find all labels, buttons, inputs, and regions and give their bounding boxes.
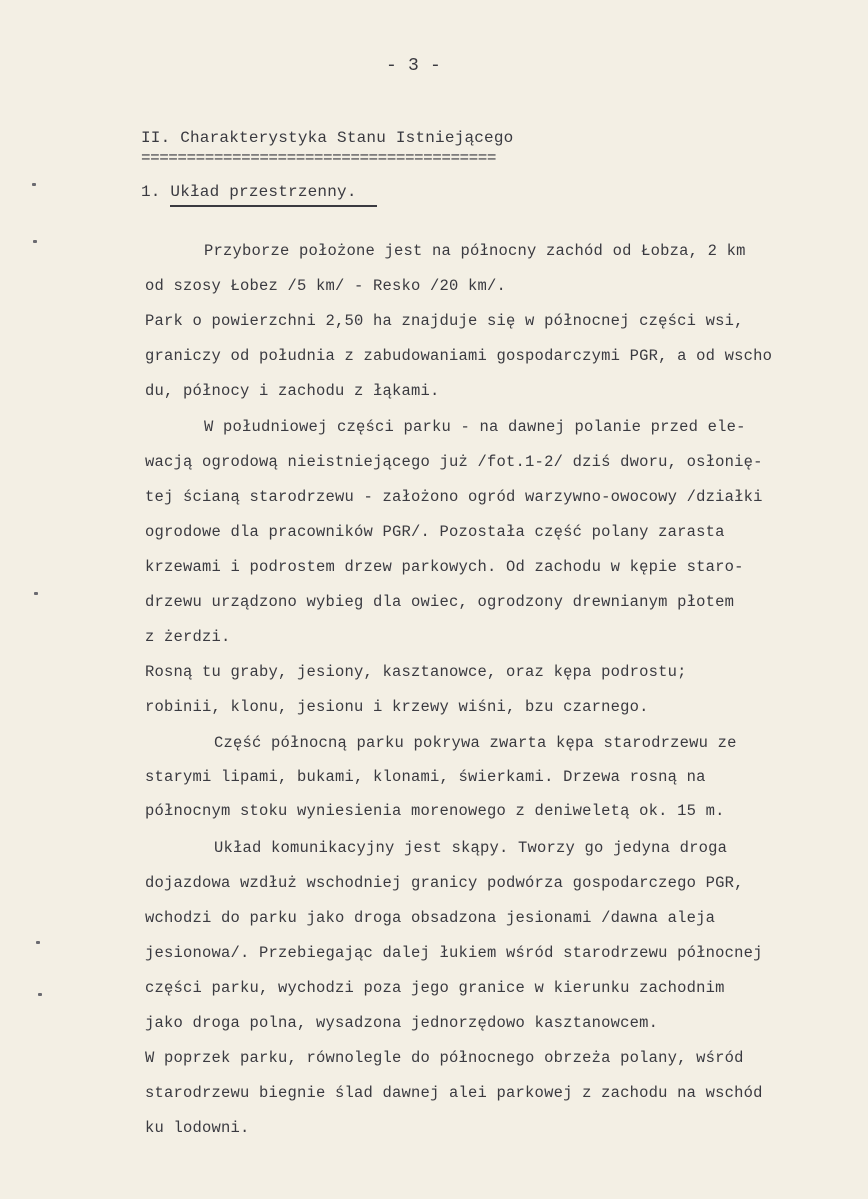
text-line: starymi lipami, bukami, klonami, świerkami. Drzewa rosną na [145,768,706,786]
margin-mark [33,240,37,243]
section-title: II. Charakterystyka Stanu Istniejącego [141,129,514,147]
text-line: graniczy od południa z zabudowaniami gospodarczymi PGR, a od wscho [145,347,773,365]
text-line: wchodzi do parku jako droga obsadzona jesionami /dawna aleja [145,909,716,927]
text-line: dojazdowa wzdłuż wschodniej granicy podwórza gospodarczego PGR, [145,874,744,892]
subsection-title: 1. Układ przestrzenny. [141,183,357,201]
text-line: z żerdzi. [145,628,231,646]
text-line: W poprzek parku, równolegle do północnego obrzeża polany, wśród [145,1049,744,1067]
text-line: od szosy Łobez /5 km/ - Resko /20 km/. [145,277,507,295]
text-line: Park o powierzchni 2,50 ha znajduje się w północnej części wsi, [145,312,744,330]
subsection-underline [170,205,377,207]
text-line: Rosną tu graby, jesiony, kasztanowce, oraz kępa podrostu; [145,663,687,681]
text-line: du, północy i zachodu z łąkami. [145,382,440,400]
text-line: Część północną parku pokrywa zwarta kępa starodrzewu ze [214,734,737,752]
text-line: części parku, wychodzi poza jego granice w kierunku zachodnim [145,979,725,997]
text-line: wacją ogrodową nieistniejącego już /fot.1-2/ dziś dworu, osłonię- [145,453,763,471]
text-line: tej ścianą starodrzewu - założono ogród warzywno-owocowy /działki [145,488,763,506]
text-line: Przyborze położone jest na północny zachód od Łobza, 2 km [204,242,746,260]
text-line: robinii, klonu, jesionu i krzewy wiśni, bzu czarnego. [145,698,649,716]
margin-mark [34,592,38,595]
section-title-underline: ======================================= [141,149,496,167]
margin-mark [38,993,42,996]
text-line: Układ komunikacyjny jest skąpy. Tworzy go jedyna droga [214,839,728,857]
text-line: ku lodowni. [145,1119,250,1137]
text-line: ogrodowe dla pracowników PGR/. Pozostała część polany zarasta [145,523,725,541]
margin-mark [36,941,40,944]
text-line: drzewu urządzono wybieg dla owiec, ogrodzony drewnianym płotem [145,593,735,611]
text-line: krzewami i podrostem drzew parkowych. Od zachodu w kępie staro- [145,558,744,576]
text-line: jako droga polna, wysadzona jednorzędowo kasztanowcem. [145,1014,659,1032]
margin-mark [32,183,36,186]
text-line: starodrzewu biegnie ślad dawnej alei parkowej z zachodu na wschód [145,1084,763,1102]
text-line: północnym stoku wyniesienia morenowego z deniweletą ok. 15 m. [145,802,725,820]
text-line: W południowej części parku - na dawnej polanie przed ele- [204,418,746,436]
page-number: - 3 - [386,56,442,76]
text-line: jesionowa/. Przebiegając dalej łukiem wśród starodrzewu północnej [145,944,763,962]
